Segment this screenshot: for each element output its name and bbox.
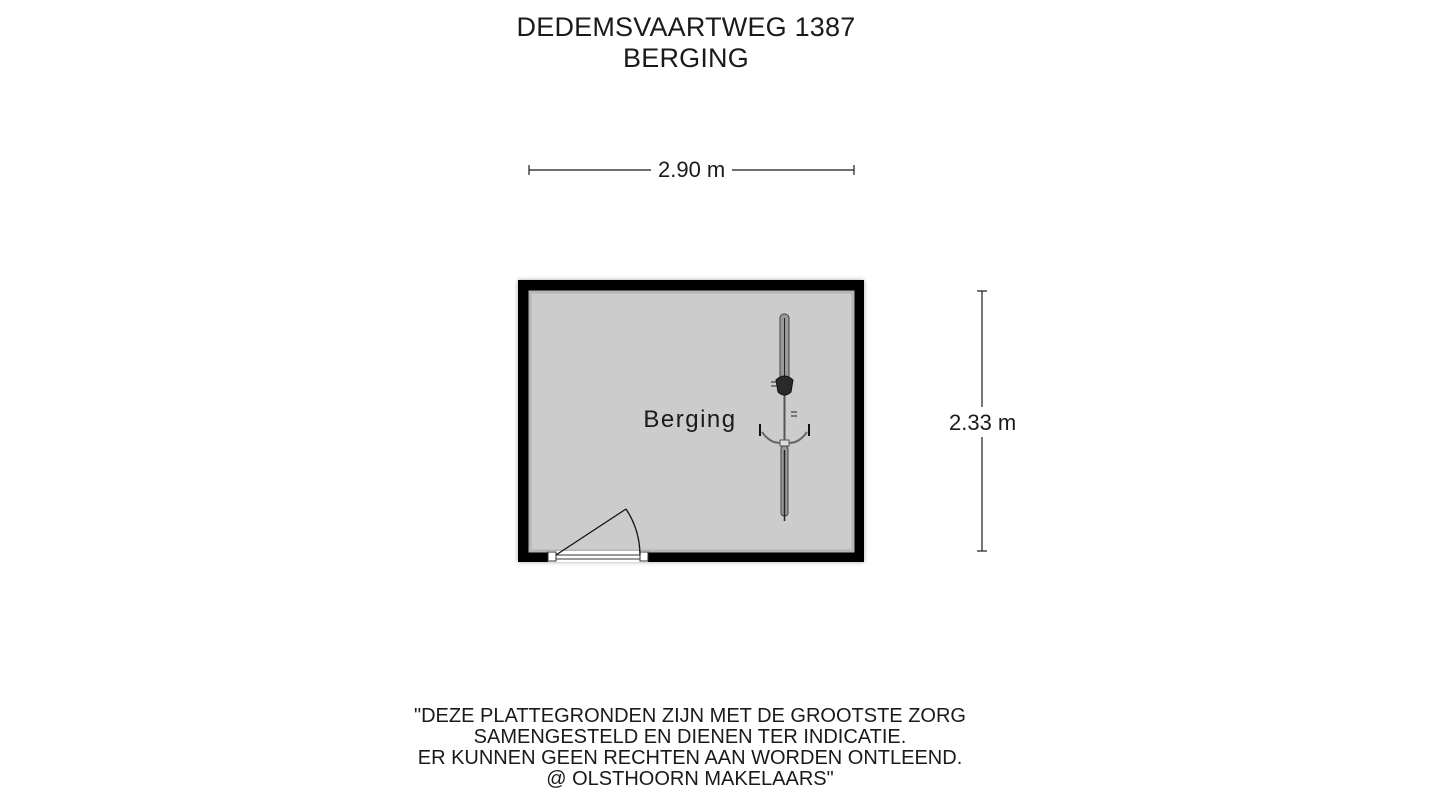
disclaimer-line: ER KUNNEN GEEN RECHTEN AAN WORDEN ONTLEEND. — [417, 747, 963, 769]
width-dimension-label: 2.90 m — [652, 158, 731, 182]
depth-dimension-label: 2.33 m — [945, 409, 1020, 437]
room-label: Berging — [643, 406, 737, 433]
address-title: DEDEMSVAARTWEG 1387 — [516, 12, 856, 42]
disclaimer-line: SAMENGESTELD EN DIENEN TER INDICATIE. — [473, 726, 907, 748]
disclaimer-line: @ OLSTHOORN MAKELAARS" — [546, 768, 834, 790]
disclaimer — [360, 706, 1020, 790]
disclaimer-line: "DEZE PLATTEGRONDEN ZIJN MET DE GROOTSTE ZORG — [414, 705, 966, 727]
floor-title: BERGING — [623, 43, 749, 73]
